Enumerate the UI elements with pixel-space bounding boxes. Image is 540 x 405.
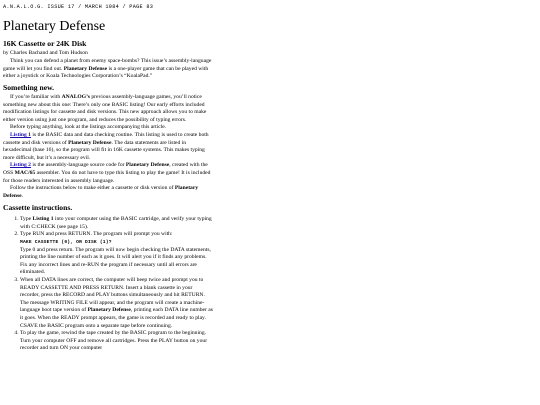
byline: by Charles Bachand and Tom Hudson [3,50,88,56]
text: Type [20,216,33,223]
text: previous assembly-language games, you’ll notice something new about this one: There’s only one BASIC listing! Our early efforts included modification listings for cassette and disk versions. This new approach allows you to make either version using just one program, and reduces the possibility of typing errors. [3,93,207,123]
game-name: Planetary Defense [87,307,131,314]
article [3,19,213,353]
intro-paragraph [3,58,213,81]
intro-text-1: Think you can defend a planet from enemy space-bombs? This issue’s assembly-language game will let you find out. [3,58,212,72]
listing-2-link[interactable]: Listing 2 [10,162,31,169]
running-head: A.N.A.L.O.G. ISSUE 17 / MARCH 1984 / PAGE 83 [3,4,154,10]
listing-1-paragraph [3,132,213,162]
text: is the assembly-language source code for [30,162,126,169]
listing-reference: Listing 1 [32,216,54,223]
game-name: Planetary Defense [125,162,170,169]
text: into your computer using the BASIC cartridge, and verify your typing with C:CHECK (see page 15). [20,216,212,230]
assembler-name: MAC/65 [14,169,36,176]
program-prompt: MAKE CASSETTE (0), OR DISK (1)? [20,240,112,246]
text: assembler. You do not have to type this listing to play the game! It is included for those readers interested in assembly language. [3,169,211,184]
listing-1-link[interactable]: Listing 1 [10,131,31,138]
text: , printing each DATA line number as it goes. When the READY prompt appears, the game is recorded and ready to play. CSAVE the BASIC program onto a separate tape before continuing. [20,307,213,329]
section-heading-cassette: Cassette instructions. [3,203,73,213]
listing-2-paragraph [3,162,213,185]
text: is the BASIC data and data checking routine. This listing is used to create both cassette and disk versions of [3,131,209,146]
cassette-step-1 [20,216,213,231]
game-name: Planetary Defense [3,185,199,199]
text: , created with the OSS [3,162,208,176]
intro-text-2: is a one-player game that can be played with either a joystick or Koala Technologies Corporation’s “KoalaPad.” [3,65,209,80]
text: When all DATA lines are correct, the computer will beep twice and prompt you to READY CASSETTE AND PRESS RETURN. Insert a blank cassette in your recorder, press the RECORD and PLAY buttons simultaneously and hit RETURN. The message WRITING FILE will appear, and the program will create a machine-language boot tape version of [20,277,205,314]
text: Type 0 and press return. The program will now begin checking the DATA statements, printing the line number of each as it goes. It will alert you if it finds any problems. Fix any incorrect lines and re-RUN the program if necessary until all errors are eliminated. [20,246,211,276]
article-title: Planetary Defense [3,19,106,34]
section-heading-something-new: Something new. [3,82,55,92]
cassette-step-2 [20,231,213,277]
game-name: Planetary Defense [63,65,108,72]
game-name: Planetary Defense [68,139,112,146]
text: . The data statements are listed in hexadecimal (base 16), so the program will fit in 16K cassette systems. This makes typing more difficult, but it’s a necessary evil. [3,139,205,161]
follow-instructions-paragraph [3,185,213,200]
something-new-paragraph-2: Before typing anything, look at the listings accompanying this article. [10,124,167,131]
text: Follow the instructions below to make either a cassette or disk version of [10,185,175,192]
cassette-step-3 [20,277,213,330]
cassette-step-4: 4. To play the game, rewind the tape created by the BASIC program to the beginning. Turn your computer OFF and remove all cartridges. Press the PLAY button on your recorder and turn ON your computer [20,330,213,353]
magazine-name: ANALOG’s [61,93,90,100]
something-new-paragraph-1 [3,94,213,124]
cassette-steps-list [3,216,213,353]
text: . [21,192,24,199]
article-subtitle: 16K Cassette or 24K Disk [3,39,87,48]
text: Type RUN and press RETURN. The program will prompt you with: [20,231,173,238]
text: If you’re familiar with [10,93,62,100]
